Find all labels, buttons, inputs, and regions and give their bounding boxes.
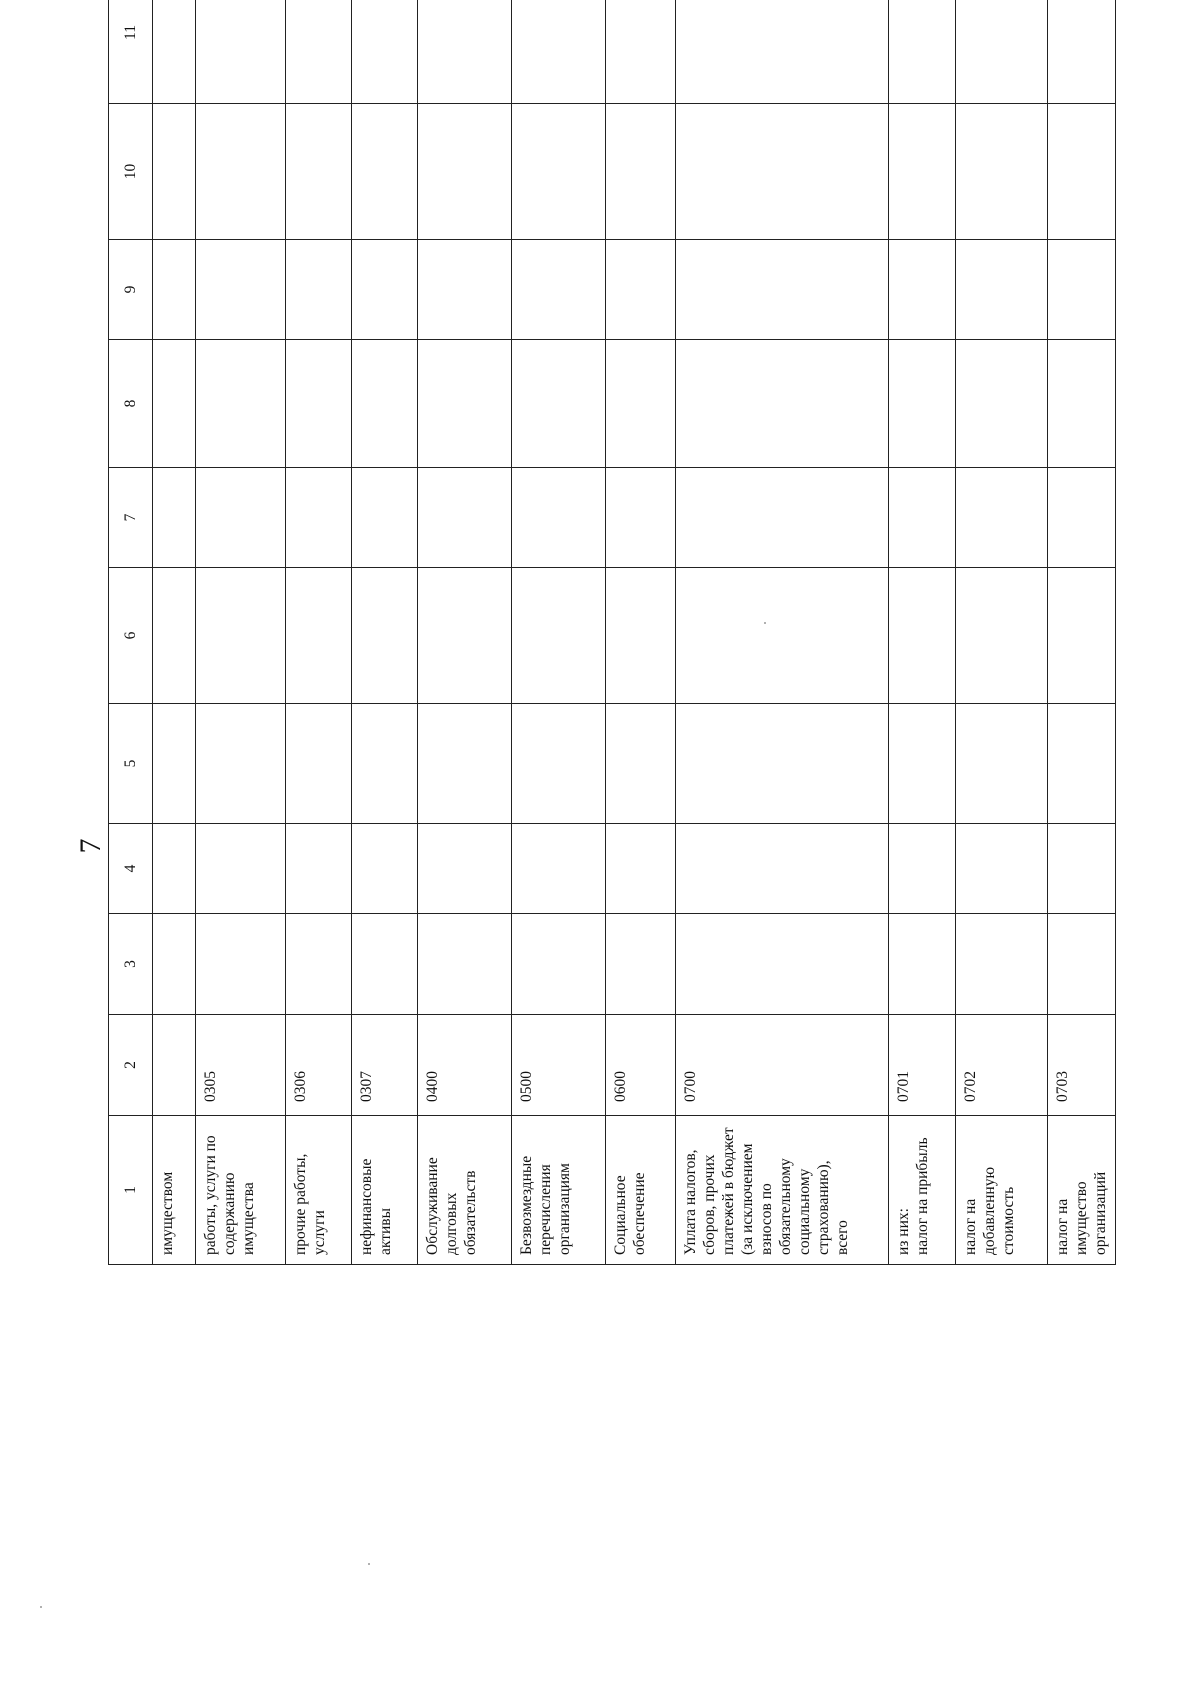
empty-value-cell: [512, 914, 606, 1015]
row-code-cell: [153, 1015, 196, 1116]
row-code: 0702: [962, 1071, 979, 1102]
row-name-cell: [606, 1116, 676, 1265]
empty-value-cell: [676, 704, 889, 824]
empty-value-cell: [352, 0, 418, 104]
empty-value-cell: [606, 0, 676, 104]
empty-value-cell: [606, 468, 676, 568]
row-name-cell: [1048, 1116, 1116, 1265]
empty-value-cell: [153, 824, 196, 914]
empty-value-cell: [512, 0, 606, 104]
row-name: налог на имущество организаций: [1054, 1171, 1109, 1255]
empty-value-cell: [352, 240, 418, 340]
empty-value-cell: [512, 468, 606, 568]
table-row: [512, 0, 606, 1265]
scan-speck: [368, 1563, 370, 1565]
empty-value-cell: [418, 914, 512, 1015]
empty-value-cell: [606, 704, 676, 824]
empty-value-cell: [153, 240, 196, 340]
empty-value-cell: [512, 824, 606, 914]
row-name: Обслуживание долговых обязательств: [424, 1157, 479, 1255]
empty-value-cell: [153, 340, 196, 468]
empty-value-cell: [606, 240, 676, 340]
empty-value-cell: [286, 104, 352, 240]
row-code-cell: [352, 1015, 418, 1116]
empty-value-cell: [676, 104, 889, 240]
empty-value-cell: [196, 824, 286, 914]
empty-value-cell: [606, 824, 676, 914]
column-header: 6: [109, 568, 153, 704]
column-header: 4: [109, 824, 153, 914]
empty-value-cell: [1048, 340, 1116, 468]
row-name-cell: [418, 1116, 512, 1265]
column-header: 9: [109, 240, 153, 340]
empty-value-cell: [286, 340, 352, 468]
empty-value-cell: [606, 914, 676, 1015]
table-body: [153, 0, 1116, 1265]
row-code-cell: [512, 1015, 606, 1116]
table-row: [956, 0, 1048, 1265]
column-header: 7: [109, 468, 153, 568]
empty-value-cell: [418, 340, 512, 468]
row-code-cell: [196, 1015, 286, 1116]
empty-value-cell: [512, 104, 606, 240]
row-code-cell: [1048, 1015, 1116, 1116]
row-name: нефинансовые активы: [358, 1158, 394, 1255]
empty-value-cell: [956, 568, 1048, 704]
empty-value-cell: [1048, 914, 1116, 1015]
table-row: [676, 0, 889, 1265]
row-name: налог на добавленную стоимость: [962, 1166, 1017, 1255]
row-name-cell: [196, 1116, 286, 1265]
empty-value-cell: [418, 104, 512, 240]
empty-value-cell: [956, 104, 1048, 240]
empty-value-cell: [352, 704, 418, 824]
empty-value-cell: [676, 340, 889, 468]
empty-value-cell: [286, 914, 352, 1015]
empty-value-cell: [889, 914, 956, 1015]
empty-value-cell: [889, 340, 956, 468]
empty-value-cell: [676, 240, 889, 340]
row-name-cell: [512, 1116, 606, 1265]
empty-value-cell: [1048, 568, 1116, 704]
empty-value-cell: [956, 704, 1048, 824]
empty-value-cell: [286, 568, 352, 704]
row-code: 0700: [682, 1071, 699, 1102]
row-code-cell: [676, 1015, 889, 1116]
empty-value-cell: [196, 568, 286, 704]
row-code-cell: [418, 1015, 512, 1116]
table-row: [889, 0, 956, 1265]
row-name-cell: [676, 1116, 889, 1265]
empty-value-cell: [512, 240, 606, 340]
empty-value-cell: [352, 568, 418, 704]
row-code: 0500: [518, 1071, 535, 1102]
scan-speck: [764, 622, 766, 624]
row-name: прочие работы, услуги: [292, 1153, 328, 1255]
row-name-cell: [153, 1116, 196, 1265]
empty-value-cell: [1048, 824, 1116, 914]
row-code: 0701: [895, 1071, 912, 1102]
table-row: [153, 0, 196, 1265]
empty-value-cell: [286, 824, 352, 914]
empty-value-cell: [153, 568, 196, 704]
empty-value-cell: [418, 568, 512, 704]
empty-value-cell: [196, 468, 286, 568]
empty-value-cell: [512, 340, 606, 468]
row-code: 0305: [202, 1071, 219, 1102]
column-header: 11: [109, 0, 153, 104]
row-name-cell: [352, 1116, 418, 1265]
row-code: [153, 1015, 158, 1115]
empty-value-cell: [196, 0, 286, 104]
empty-value-cell: [196, 240, 286, 340]
row-code-cell: [956, 1015, 1048, 1116]
empty-value-cell: [286, 240, 352, 340]
empty-value-cell: [418, 240, 512, 340]
column-header: 2: [109, 1015, 153, 1116]
column-header: 10: [109, 104, 153, 240]
empty-value-cell: [286, 468, 352, 568]
empty-value-cell: [889, 0, 956, 104]
table-row: [606, 0, 676, 1265]
empty-value-cell: [889, 240, 956, 340]
table-row: [352, 0, 418, 1265]
empty-value-cell: [286, 704, 352, 824]
empty-value-cell: [196, 914, 286, 1015]
table-row: [418, 0, 512, 1265]
row-code: 0703: [1054, 1071, 1071, 1102]
empty-value-cell: [153, 468, 196, 568]
row-name: Уплата налогов, сборов, прочих платежей в бюджет (за исключением взносов по обязательному социальному страхованию), всего: [682, 1127, 851, 1255]
empty-value-cell: [1048, 704, 1116, 824]
empty-value-cell: [418, 824, 512, 914]
row-code: 0400: [424, 1071, 441, 1102]
empty-value-cell: [153, 104, 196, 240]
empty-value-cell: [418, 704, 512, 824]
row-code-cell: [606, 1015, 676, 1116]
empty-value-cell: [1048, 0, 1116, 104]
empty-value-cell: [153, 914, 196, 1015]
empty-value-cell: [153, 0, 196, 104]
empty-value-cell: [956, 340, 1048, 468]
empty-value-cell: [418, 468, 512, 568]
column-header: 1: [109, 1116, 153, 1265]
row-name: из них: налог на прибыль: [895, 1137, 931, 1255]
row-name: работы, услуги по содержанию имущества: [202, 1135, 257, 1255]
empty-value-cell: [606, 340, 676, 468]
empty-value-cell: [512, 568, 606, 704]
row-name-cell: [286, 1116, 352, 1265]
empty-value-cell: [956, 240, 1048, 340]
empty-value-cell: [606, 568, 676, 704]
column-header: 5: [109, 704, 153, 824]
rotated-table-container: [108, 25, 1109, 1265]
row-name: Социальное обеспечение: [612, 1172, 648, 1255]
row-code-cell: [286, 1015, 352, 1116]
empty-value-cell: [1048, 240, 1116, 340]
empty-value-cell: [196, 340, 286, 468]
empty-value-cell: [676, 824, 889, 914]
row-name-cell: [956, 1116, 1048, 1265]
empty-value-cell: [676, 0, 889, 104]
empty-value-cell: [889, 468, 956, 568]
empty-value-cell: [676, 468, 889, 568]
header-row: [109, 0, 153, 1265]
empty-value-cell: [956, 824, 1048, 914]
row-name: имуществом: [159, 1171, 176, 1255]
empty-value-cell: [889, 824, 956, 914]
scan-speck: [40, 1606, 42, 1608]
empty-value-cell: [889, 104, 956, 240]
empty-value-cell: [352, 914, 418, 1015]
empty-value-cell: [1048, 104, 1116, 240]
empty-value-cell: [512, 704, 606, 824]
budget-table: [108, 0, 1116, 1265]
table-row: [286, 0, 352, 1265]
empty-value-cell: [1048, 468, 1116, 568]
empty-value-cell: [676, 568, 889, 704]
empty-value-cell: [889, 568, 956, 704]
empty-value-cell: [196, 704, 286, 824]
empty-value-cell: [956, 0, 1048, 104]
row-code: 0600: [612, 1071, 629, 1102]
row-name: Безвозмездные перечисления организациям: [518, 1155, 573, 1255]
empty-value-cell: [352, 824, 418, 914]
page-number: 7: [74, 838, 107, 854]
empty-value-cell: [196, 104, 286, 240]
empty-value-cell: [352, 468, 418, 568]
row-code: 0307: [358, 1071, 375, 1102]
empty-value-cell: [889, 704, 956, 824]
table-row: [196, 0, 286, 1265]
column-header: 8: [109, 340, 153, 468]
row-name-cell: [889, 1116, 956, 1265]
empty-value-cell: [956, 468, 1048, 568]
empty-value-cell: [286, 0, 352, 104]
empty-value-cell: [352, 104, 418, 240]
empty-value-cell: [676, 914, 889, 1015]
row-code: 0306: [292, 1071, 309, 1102]
empty-value-cell: [606, 104, 676, 240]
empty-value-cell: [352, 340, 418, 468]
row-code-cell: [889, 1015, 956, 1116]
empty-value-cell: [418, 0, 512, 104]
column-header: 3: [109, 914, 153, 1015]
table-row: [1048, 0, 1116, 1265]
empty-value-cell: [153, 704, 196, 824]
empty-value-cell: [956, 914, 1048, 1015]
